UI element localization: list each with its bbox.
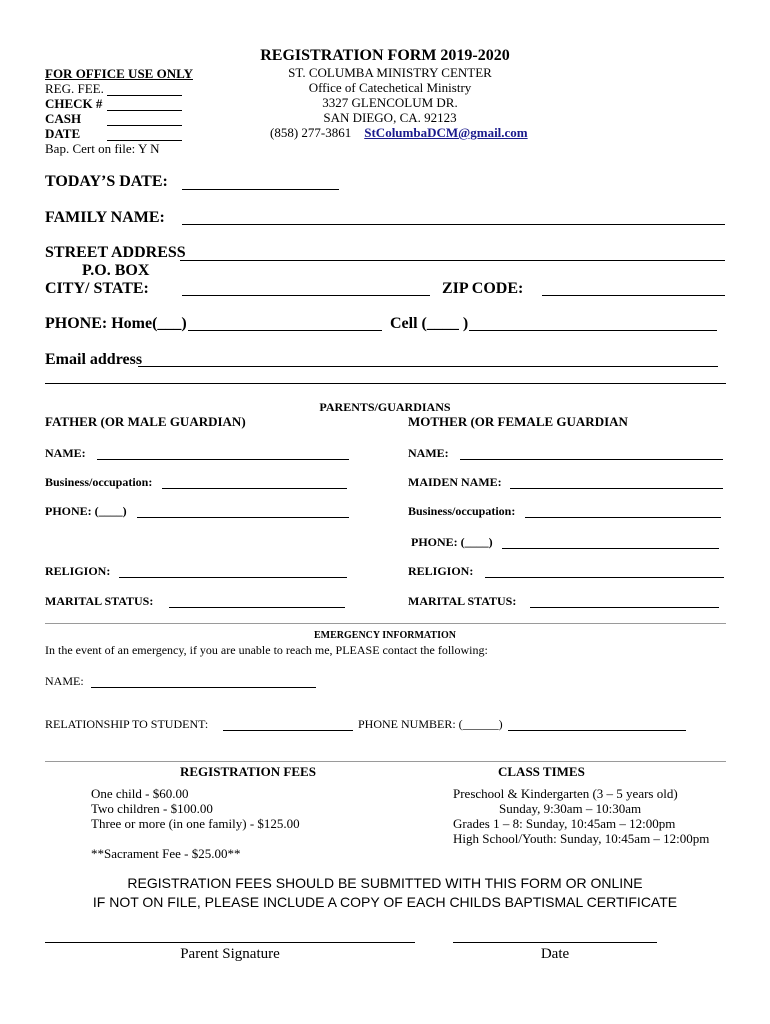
class-preschool-time: Sunday, 9:30am – 10:30am [499, 801, 642, 816]
divider-family [45, 383, 726, 384]
zip-field[interactable] [542, 295, 725, 296]
form-title: REGISTRATION FORM 2019-2020 [260, 47, 510, 64]
mother-phone-field[interactable] [502, 548, 719, 549]
parents-heading: PARENTS/GUARDIANS [319, 400, 451, 414]
emergency-name-label: NAME: [45, 674, 84, 688]
father-heading: FATHER (OR MALE GUARDIAN) [45, 414, 246, 429]
parent-signature-label: Parent Signature [180, 946, 280, 962]
emergency-name-field[interactable] [91, 687, 316, 688]
mother-phone-label: PHONE: (____) [411, 535, 493, 549]
signature-date-label: Date [540, 946, 570, 962]
notice-line-2: IF NOT ON FILE, PLEASE INCLUDE A COPY OF EACH CHILDS BAPTISMAL CERTIFICATE [92, 894, 678, 910]
father-name-field[interactable] [97, 459, 349, 460]
office-date-label: DATE [45, 126, 81, 141]
fee-sacrament: **Sacrament Fee - $25.00** [91, 846, 241, 861]
father-business-label: Business/occupation: [45, 475, 153, 489]
cell-label: Cell (____ ) [390, 315, 469, 332]
office-cash-field[interactable] [107, 125, 182, 126]
org-street: 3327 GLENCOLUM DR. [322, 95, 458, 110]
class-grades: Grades 1 – 8: Sunday, 10:45am – 12:00pm [453, 816, 676, 831]
mother-business-field[interactable] [525, 517, 721, 518]
father-religion-field[interactable] [119, 577, 347, 578]
father-phone-field[interactable] [137, 517, 349, 518]
office-reg-fee-label: REG. FEE. [45, 81, 104, 96]
city-state-field[interactable] [182, 295, 430, 296]
mother-heading: MOTHER (OR FEMALE GUARDIAN [408, 414, 628, 429]
parent-signature-field[interactable] [45, 942, 415, 943]
fee-item-two-children: Two children - $100.00 [91, 801, 213, 816]
class-highschool: High School/Youth: Sunday, 10:45am – 12:00pm [453, 831, 710, 846]
mother-religion-field[interactable] [485, 577, 724, 578]
office-cash-label: CASH [45, 111, 82, 126]
emergency-heading: EMERGENCY INFORMATION [314, 630, 456, 641]
divider-parents [45, 623, 726, 624]
emergency-phone-field[interactable] [508, 730, 686, 731]
todays-date-field[interactable] [182, 189, 339, 190]
emergency-phone-label: PHONE NUMBER: (______) [358, 717, 503, 731]
class-times-heading: CLASS TIMES [498, 764, 585, 779]
org-name: ST. COLUMBA MINISTRY CENTER [288, 65, 492, 80]
father-phone-label: PHONE: (____) [45, 504, 127, 518]
divider-emergency [45, 761, 726, 762]
zip-label: ZIP CODE: [442, 280, 524, 297]
street-field[interactable] [180, 260, 725, 261]
phone-home-label: PHONE: Home(___) [45, 315, 187, 332]
city-state-label: CITY/ STATE: [45, 280, 149, 297]
mother-religion-label: RELIGION: [408, 564, 474, 578]
office-reg-fee-field[interactable] [107, 95, 182, 96]
org-contact [270, 125, 528, 141]
father-marital-field[interactable] [169, 607, 345, 608]
signature-date-field[interactable] [453, 942, 657, 943]
office-check-label: CHECK # [45, 96, 103, 111]
office-heading: FOR OFFICE USE ONLY [45, 66, 193, 81]
family-name-label: FAMILY NAME: [45, 209, 165, 226]
todays-date-label: TODAY’S DATE: [45, 173, 168, 190]
notice-line-1: REGISTRATION FEES SHOULD BE SUBMITTED WITH THIS FORM OR ONLINE [127, 875, 643, 891]
fee-item-three-or-more: Three or more (in one family) - $125.00 [91, 816, 300, 831]
emergency-intro: In the event of an emergency, if you are unable to reach me, PLEASE contact the following: [45, 643, 488, 657]
class-preschool: Preschool & Kindergarten (3 – 5 years old) [453, 786, 678, 801]
po-box-label: P.O. BOX [82, 262, 150, 279]
mother-maiden-label: MAIDEN NAME: [408, 475, 502, 489]
mother-business-label: Business/occupation: [408, 504, 516, 518]
office-bap-cert: Bap. Cert on file: Y N [45, 141, 160, 156]
street-label: STREET ADDRESS [45, 244, 186, 261]
phone-home-field[interactable] [188, 330, 382, 331]
fee-item-one-child: One child - $60.00 [91, 786, 189, 801]
org-city: SAN DIEGO, CA. 92123 [323, 110, 457, 125]
mother-name-label: NAME: [408, 446, 449, 460]
family-name-field[interactable] [182, 224, 725, 225]
mother-marital-label: MARITAL STATUS: [408, 594, 517, 608]
emergency-relationship-label: RELATIONSHIP TO STUDENT: [45, 717, 209, 731]
email-field[interactable] [138, 366, 718, 367]
father-marital-label: MARITAL STATUS: [45, 594, 154, 608]
org-office: Office of Catechetical Ministry [308, 80, 472, 95]
mother-maiden-field[interactable] [510, 488, 723, 489]
fees-heading: REGISTRATION FEES [180, 764, 316, 779]
emergency-relationship-field[interactable] [223, 730, 353, 731]
org-email-link[interactable]: StColumbaDCM@gmail.com [364, 125, 528, 140]
email-label: Email address [45, 351, 143, 368]
father-religion-label: RELIGION: [45, 564, 111, 578]
mother-name-field[interactable] [460, 459, 723, 460]
office-check-field[interactable] [107, 110, 182, 111]
org-phone: (858) 277-3861 [270, 125, 352, 140]
cell-field[interactable] [469, 330, 717, 331]
mother-marital-field[interactable] [530, 607, 719, 608]
father-name-label: NAME: [45, 446, 86, 460]
father-business-field[interactable] [162, 488, 347, 489]
